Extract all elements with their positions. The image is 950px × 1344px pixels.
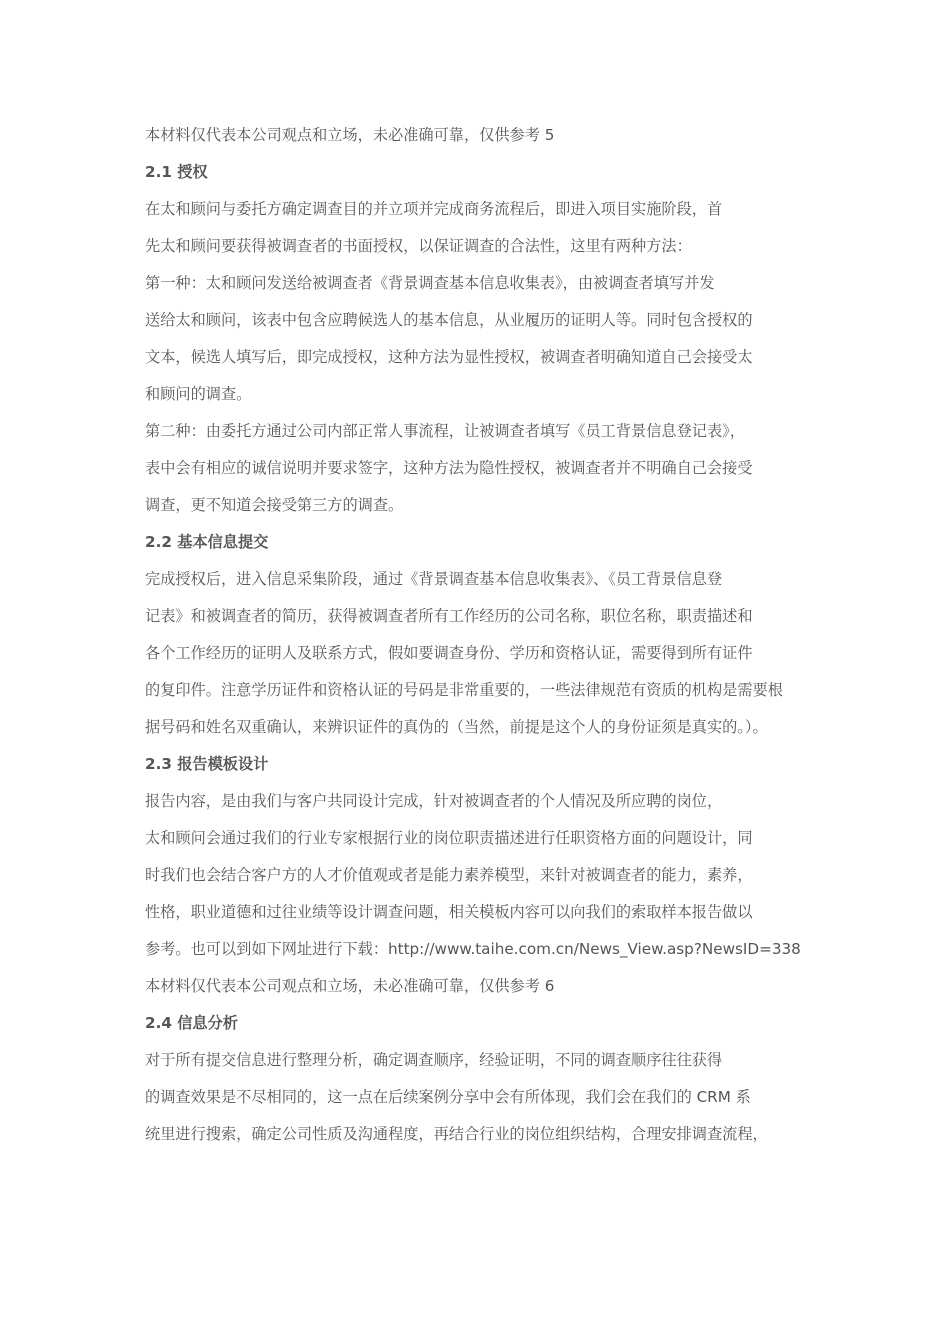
paragraph-line-with-url: 参考。也可以到如下网址进行下载：http://www.taihe.com.cn/News_View.asp?NewsID=338 (145, 940, 801, 958)
paragraph-line: 据号码和姓名双重确认，来辨识证件的真伪的（当然，前提是这个人的身份证须是真实的。）。 (145, 718, 768, 736)
paragraph-line: 太和顾问会通过我们的行业专家根据行业的岗位职责描述进行任职资格方面的问题设计，同 (145, 829, 753, 847)
section-heading-2-4: 2.4 信息分析 (145, 1014, 238, 1032)
footer-note: 本材料仅代表本公司观点和立场，未必准确可靠，仅供参考 5 (145, 126, 555, 144)
paragraph-line: 的调查效果是不尽相同的，这一点在后续案例分享中会有所体现，我们会在我们的 CRM 系 (145, 1088, 751, 1106)
paragraph-line: 先太和顾问要获得被调查者的书面授权，以保证调查的合法性，这里有两种方法： (145, 237, 692, 255)
document-page (145, 124, 825, 1160)
section-heading-2-2: 2.2 基本信息提交 (145, 533, 269, 551)
section-heading-2-1: 2.1 授权 (145, 163, 208, 181)
paragraph-line: 第一种：太和顾问发送给被调查者《背景调查基本信息收集表》，由被调查者填写并发 (145, 274, 715, 292)
paragraph-line: 完成授权后，进入信息采集阶段，通过《背景调查基本信息收集表》、《员工背景信息登 (145, 570, 723, 588)
paragraph-line-wrapped: 的复印件。注意学历证件和资格认证的号码是非常重要的，一些法律规范有资质的机构是需要根 (145, 681, 783, 699)
paragraph-line: 和顾问的调查。 (145, 385, 252, 403)
paragraph-line: 记表》和被调查者的简历，获得被调查者所有工作经历的公司名称，职位名称，职责描述和 (145, 607, 753, 625)
footer-note: 本材料仅代表本公司观点和立场，未必准确可靠，仅供参考 6 (145, 977, 555, 995)
paragraph-line: 在太和顾问与委托方确定调查目的并立项并完成商务流程后，即进入项目实施阶段，首 (145, 200, 723, 218)
paragraph-line: 各个工作经历的证明人及联系方式，假如要调查身份、学历和资格认证，需要得到所有证件 (145, 644, 753, 662)
paragraph-line: 表中会有相应的诚信说明并要求签字，这种方法为隐性授权，被调查者并不明确自己会接受 (145, 459, 753, 477)
paragraph-line: 送给太和顾问，该表中包含应聘候选人的基本信息，从业履历的证明人等。同时包含授权的 (145, 311, 753, 329)
paragraph-line: 调查，更不知道会接受第三方的调查。 (145, 496, 404, 514)
paragraph-line: 统里进行搜索，确定公司性质及沟通程度，再结合行业的岗位组织结构，合理安排调查流程， (145, 1125, 768, 1143)
paragraph-line: 报告内容，是由我们与客户共同设计完成，针对被调查者的个人情况及所应聘的岗位， (145, 792, 723, 810)
paragraph-line: 性格，职业道德和过往业绩等设计调查问题，相关模板内容可以向我们的索取样本报告做以 (145, 903, 753, 921)
paragraph-line: 文本，候选人填写后，即完成授权，这种方法为显性授权，被调查者明确知道自己会接受太 (145, 348, 753, 366)
paragraph-line: 第二种：由委托方通过公司内部正常人事流程，让被调查者填写《员工背景信息登记表》， (145, 422, 745, 440)
section-heading-2-3: 2.3 报告模板设计 (145, 755, 269, 773)
paragraph-line: 对于所有提交信息进行整理分析，确定调查顺序，经验证明，不同的调查顺序往往获得 (145, 1051, 723, 1069)
paragraph-line: 时我们也会结合客户方的人才价值观或者是能力素养模型，来针对被调查者的能力，素养， (145, 866, 753, 884)
